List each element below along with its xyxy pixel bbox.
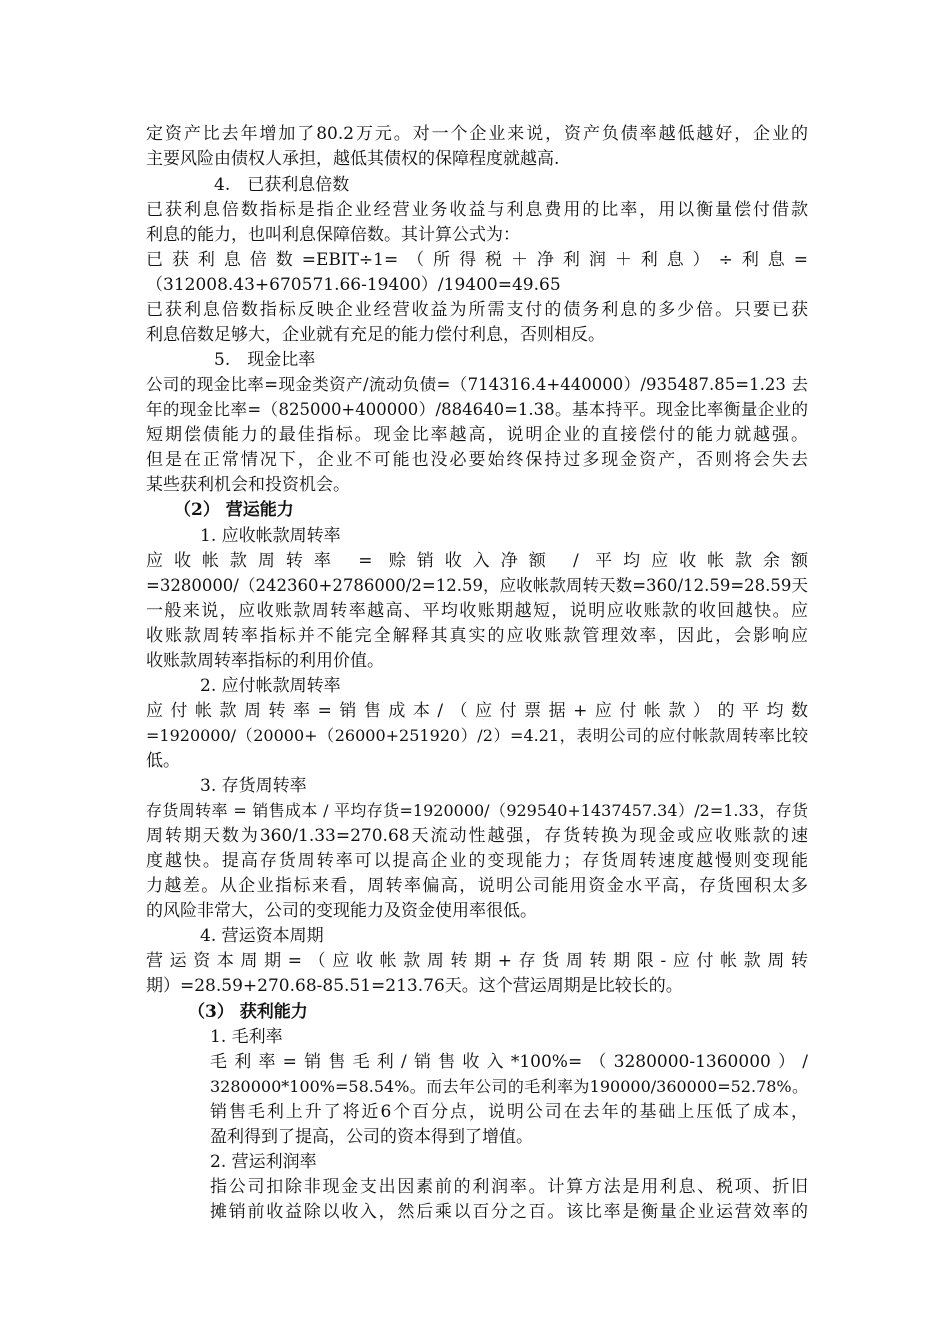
- formula-line: 已获利息倍数=EBIT÷1=（所得税＋净利润＋利息）÷利息=: [146, 250, 808, 270]
- subsection-heading: 1. 毛利率: [210, 1027, 283, 1047]
- text-line: 已获利息倍数指标反映企业经营收益为所需支付的债务利息的多少倍。只要已获: [146, 300, 808, 320]
- formula-line: 存货周转率 = 销售成本 / 平均存货=1920000/（929540+1437457.34）/2=1.33，存货: [146, 801, 808, 820]
- text-line: 利息的能力，也叫利息保障倍数。其计算公式为：: [146, 225, 520, 245]
- text-line: 某些获利机会和投资机会。: [146, 475, 350, 495]
- formula-line: 应付帐款周转率=销售成本/（应付票据+应付帐款）的平均数: [146, 701, 808, 721]
- section-heading: （3） 获利能力: [188, 1002, 308, 1022]
- text-line: 摊销前收益除以收入，然后乘以百分之百。该比率是衡量企业运营效率的: [210, 1202, 808, 1222]
- section-heading: （2） 营运能力: [174, 500, 294, 520]
- text-line: 收账款周转率指标并不能完全解释其真实的应收账款管理效率，因此，会影响应: [146, 626, 808, 646]
- text-line: 定资产比去年增加了80.2万元。对一个企业来说，资产负债率越低越好，企业的: [146, 124, 808, 144]
- text-line: 利息倍数足够大，企业就有充足的能力偿付利息，否则相反。: [146, 325, 605, 345]
- text-line: 主要风险由债权人承担，越低其债权的保障程度就越高.: [146, 149, 560, 169]
- text-line: 周转期天数为360/1.33=270.68天流动性越强，存货转换为现金或应收账款的速: [146, 826, 808, 846]
- text-line: 盈利得到了提高，公司的资本得到了增值。: [210, 1127, 533, 1147]
- formula-line: 营运资本周期=（应收帐款周转期+存货周转期限-应付帐款周转: [146, 951, 808, 971]
- subsection-heading: 3. 存货周转率: [200, 776, 307, 796]
- formula-line: =1920000/（20000+（26000+251920）/2）=4.21，表明公司的应付帐款周转率比较: [146, 726, 808, 745]
- text-line: 销售毛利上升了将近6个百分点，说明公司在去年的基础上压低了成本，: [210, 1102, 808, 1122]
- text-line: 力越差。从企业指标来看，周转率偏高，说明公司能用资金水平高，存货囤积太多: [146, 876, 808, 896]
- text-line: 已获利息倍数指标是指企业经营业务收益与利息费用的比率，用以衡量偿付借款: [146, 200, 808, 220]
- text-line: 年的现金比率=（825000+400000）/884640=1.38。基本持平。现金比率衡量企业的: [146, 400, 808, 419]
- formula-line: （312008.43+670571.66-19400）/19400=49.65: [146, 275, 561, 295]
- subsection-heading: 1. 应收帐款周转率: [200, 526, 341, 546]
- subsection-heading: 2. 营运利润率: [210, 1152, 317, 1172]
- section-heading: 5. 现金比率: [214, 350, 316, 370]
- subsection-heading: 4. 营运资本周期: [200, 926, 324, 946]
- text-line: 收账款周转率指标的利用价值。: [146, 651, 384, 671]
- text-line: 低。: [146, 751, 180, 771]
- formula-line: =3280000/（242360+2786000/2=12.59，应收帐款周转天数=360/12.59=28.59天: [146, 576, 808, 595]
- text-line: 度越快。提高存货周转率可以提高企业的变现能力；存货周转速度越慢则变现能: [146, 851, 808, 871]
- formula-line: 期）=28.59+270.68-85.51=213.76天。这个营运周期是比较长的。: [146, 976, 683, 996]
- formula-line: 毛利率=销售毛利/销售收入*100%=（3280000-1360000）/: [210, 1052, 808, 1072]
- section-heading: 4. 已获利息倍数: [214, 175, 350, 195]
- subsection-heading: 2. 应付帐款周转率: [200, 676, 341, 696]
- text-line: 的风险非常大，公司的变现能力及资金使用率很低。: [146, 901, 537, 921]
- formula-line: 应收帐款周转率 = 赊销收入净额 / 平均应收帐款余额: [146, 551, 808, 571]
- text-line: 短期偿债能力的最佳指标。现金比率越高，说明企业的直接偿付的能力就越强。: [146, 425, 808, 445]
- text-line: 指公司扣除非现金支出因素前的利润率。计算方法是用利息、税项、折旧: [210, 1177, 808, 1197]
- text-line: 一般来说，应收账款周转率越高、平均收账期越短，说明应收账款的收回越快。应: [146, 601, 808, 621]
- text-line: 3280000*100%=58.54%。而去年公司的毛利率为190000/360000=52.78%。: [210, 1077, 808, 1096]
- text-line: 公司的现金比率=现金类资产/流动负债=（714316.4+440000）/935487.85=1.23 去: [146, 375, 808, 394]
- text-line: 但是在正常情况下，企业不可能也没必要始终保持过多现金资产，否则将会失去: [146, 450, 808, 470]
